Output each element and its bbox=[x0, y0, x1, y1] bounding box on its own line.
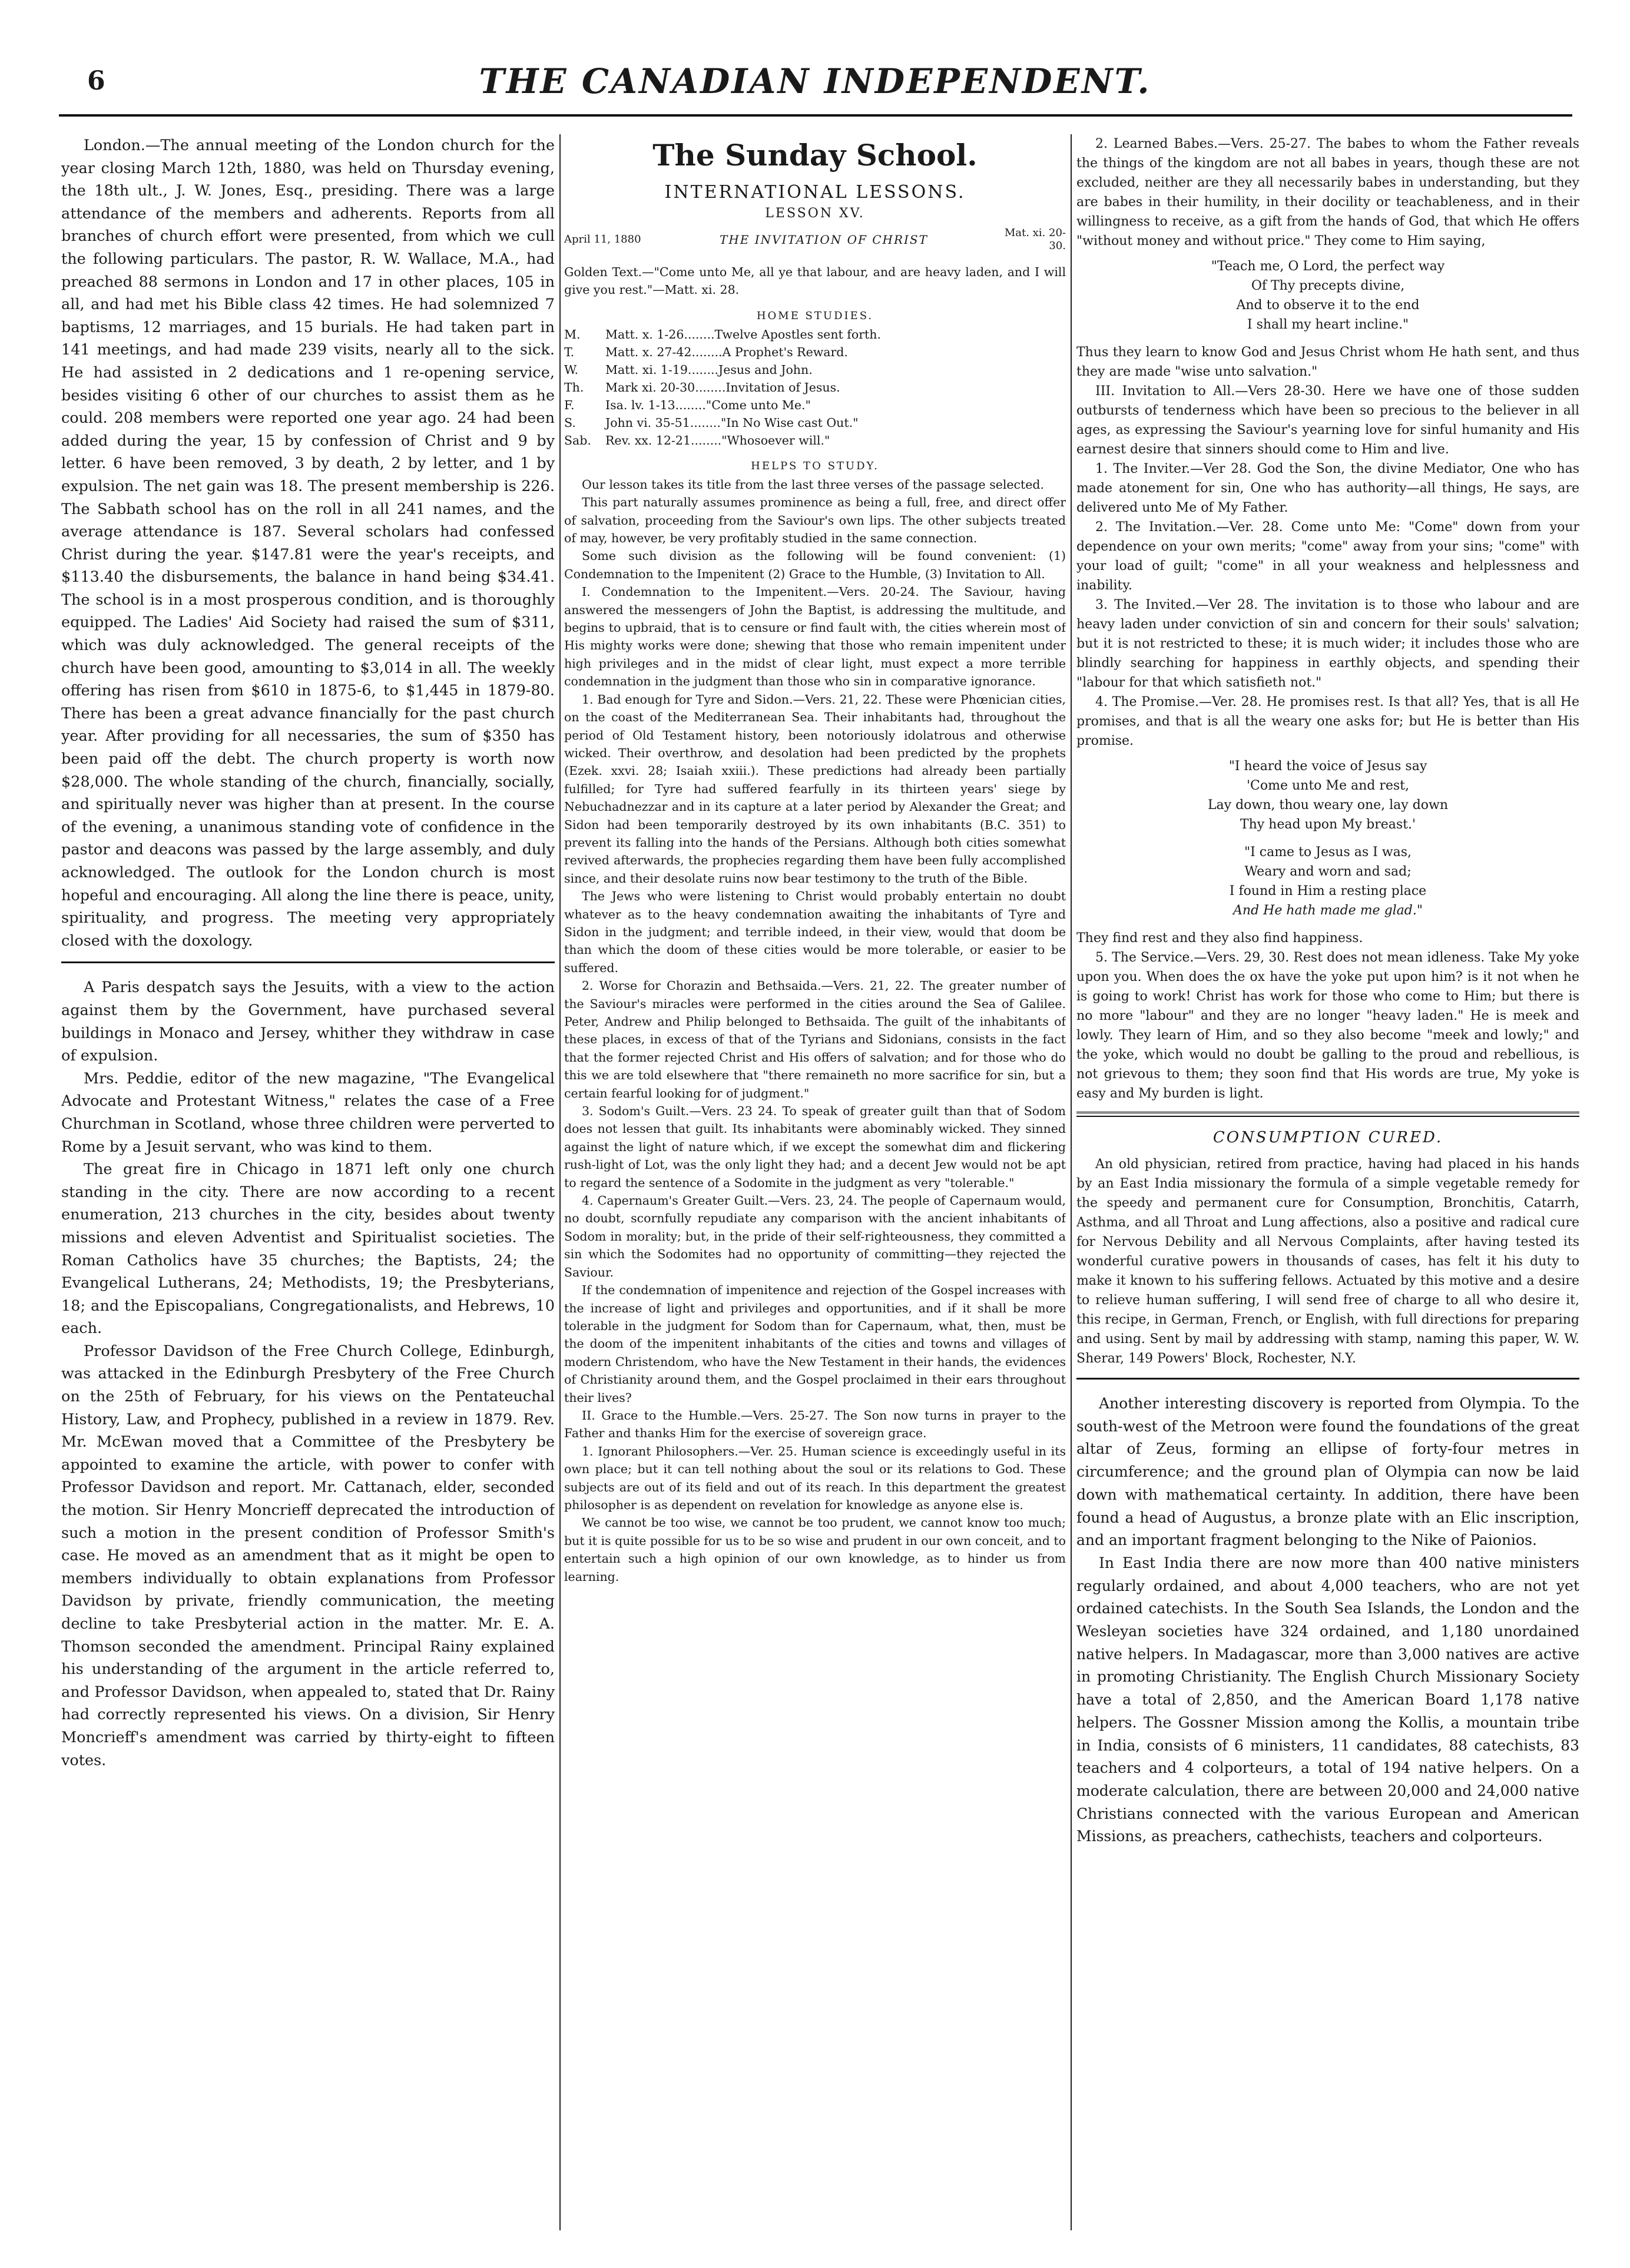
lesson-paragraph: 4. The Promise.—Ver. 28. He promises rest. Is that all? Yes, that is all He promises, and that is all the weary one asks for; but He is better than His promise. bbox=[1076, 695, 1579, 748]
paris-despatch: A Paris despatch says the Jesuits, with a view to the action against them by the Government, have purchased several buildings in Monaco and Jersey, whither they withdraw in case of expulsion. bbox=[61, 979, 555, 1065]
lesson-paragraph: 2. The Invitation.—Ver. 28. Come unto Me: "Come" down from your dependence on your own merits; "come" away from your sins; "come" with your load of guilt; "come" in all your weakness and helplessness and inability. bbox=[1076, 520, 1579, 593]
lesson-paragraph: II. Grace to the Humble.—Vers. 25-27. The Son now turns in prayer to the Father and thanks Him for the exercise of sovereign grace. bbox=[564, 1408, 1066, 1441]
golden-text: Golden Text.—"Come unto Me, all ye that labour, and are heavy laden, and I will give you rest."—Matt. xi. 28. bbox=[564, 265, 1066, 297]
lesson-date: April 11, 1880 bbox=[564, 233, 641, 246]
lesson-paragraph: Some such division as the following will be found convenient: (1) Condemnation to the Impenitent (2) Grace to the Humble, (3) Invitation to All. bbox=[564, 549, 1066, 581]
lesson-title: THE INVITATION OF CHRIST bbox=[720, 233, 928, 247]
lesson-paragraph: Our lesson takes its title from the last three verses of the passage selected. bbox=[582, 477, 1045, 492]
page-number: 6 bbox=[87, 66, 105, 96]
lesson-paragraph: If the condemnation of impenitence and rejection of the Gospel increases with the increase of light and privileges and opportunities, and if it shall be more tolerable in the judgment for Sodom than for Capernaum, what, then, must be the doom of the impenitent inhabitants of the cities and towns and villages of modern Christendom, who have the New Testament in their hands, the evidences of Christianity around them, and the Gospel proclaimed in their ears throughout their lives? bbox=[564, 1283, 1066, 1405]
column-middle bbox=[564, 134, 1066, 2230]
column-left bbox=[61, 134, 555, 2230]
section-rule bbox=[1076, 1378, 1579, 1380]
learned-babes-paragraph: 2. Learned Babes.—Vers. 25-27. The babes to whom the Father reveals the things of the kingdom are not all babes in years, though these are not excluded, neither are they all necessarily babes in understanding, but they are babes in their humility, in their docility or teachableness, and in their willingness to receive, as a gift from the hands of God, that which He offers "without money and without price." They come to Him saying, bbox=[1076, 137, 1579, 248]
column-divider-2 bbox=[1071, 134, 1072, 2230]
consumption-advert: An old physician, retired from practice, having had placed in his hands by an East India missionary the formula of a simple vegetable remedy for the speedy and permanent cure for Consumption, Bronchitis, Catarrh, Asthma, and all Throat and Lung affections, also a positive and radical cure for Nervous Debility and all Nervous Complaints, after having tested its wonderful curative powers in thousands of cases, has felt it his duty to make it known to his suffering fellows. Actuated by this motive and a desire to relieve human suffering, I will send free of charge to all who desire it, this recipe, in German, French, or English, with full directions for preparing and using. Sent by mail by addressing with stamp, naming this paper, W. W. Sherar, 149 Powers' Block, Rochester, N.Y. bbox=[1076, 1157, 1579, 1366]
list-item: F. Isa. lv. 1-13........"Come unto Me." bbox=[564, 397, 811, 412]
lesson-paragraph: 1. The Inviter.—Ver 28. God the Son, the divine Mediator, One who has made atonement for sin, One who has authority—all things, He says, are delivered unto Me of My Father. bbox=[1076, 462, 1579, 515]
lesson-paragraph: 5. The Service.—Vers. 29, 30. Rest does not mean idleness. Take My yoke upon you. When does the ox have the yoke put upon him? is it not when he is going to work! Christ has work for those who come to Him; but there is no more "labour" and they are no longer "heavy laden." He is meek and lowly. They learn of Him, and so they also become "meek and lowly;" and the yoke, which would no doubt be galling to the proud and rebellious, is not grievous to them; they soon find that His words are true, My yoke is easy and My burden is light. bbox=[1076, 950, 1579, 1101]
section-rule bbox=[1076, 1112, 1579, 1117]
international-lessons-heading: INTERNATIONAL LESSONS. bbox=[664, 182, 966, 203]
lesson-paragraph: 3. The Invited.—Ver 28. The invitation is to those who labour and are heavy laden under conviction of sin and concern for their souls' salvation; but it is not restricted to these; it is much wider; it includes those who are blindly searching for happiness in earthly objects, and spending their "labour for that which satisfieth not." bbox=[1076, 598, 1579, 690]
lesson-paragraph: 3. Sodom's Guilt.—Vers. 23 24. To speak of greater guilt than that of Sodom does not lessen that guilt. Its inhabitants were abominably wicked. They sinned against the light of nature which, if we except the somewhat dim and flickering rush-light of Lot, was the only light they had; and a decent Jew would not be apt to regard the sentence of a Sodomite in the judgment as very "tolerable." bbox=[564, 1104, 1066, 1190]
hymn-verse: "I came to Jesus as I was, Weary and worn and sad; I found in Him a resting place And He hath made me glad." bbox=[1229, 845, 1427, 918]
lesson-paragraph: Thus they learn to know God and Jesus Christ whom He hath sent, and thus they are made "wise unto salvation." bbox=[1076, 345, 1579, 379]
london-report: London.—The annual meeting of the London church for the year closing March 12th, 1880, was held on Thursday evening, the 18th ult., J. W. Jones, Esq., presiding. There was a large attendance of the members and adherents. Reports from all branches of church effort were presented, from which we cull the following particulars. The pastor, R. W. Wallace, M.A., had preached 88 sermons in London and 17 in other places, 105 in all, and had met his Bible class 42 times. He had solemnized 7 baptisms, 12 marriages, and 15 burials. He had taken part in 141 meetings, and had made 239 visits, nearly all to the sick. He had assisted in 2 dedications and 1 re-opening service, besides visiting 6 other of our churches to assist them as he could. 208 members were reported one year ago. 24 had been added during the year, 15 by confession of Christ and 9 by letter. 6 have been removed, 3 by death, 2 by letter, and 1 by expulsion. The net gain was 18. The present membership is 226. The Sabbath school has on the roll in all 241 names, and the average attendance is 187. Several scholars had confessed Christ during the year. $147.81 were the year's receipts, and $113.40 the disbursements, the balance in hand being $34.41. The school is in a most prosperous condition, and is thoroughly equipped. The Ladies' Aid Society had raised the sum of $311, which was duly acknowledged. The general receipts of the church have been good, amounting to $3,014 in all. The weekly offering has risen from $610 in 1875-6, to $1,445 in 1879-80. There has been a great advance financially for the past church year. After providing for all necessaries, the sum of $350 has been paid off the debt. The church property is worth now $28,000. The whole standing of the church, financially, socially, and spiritually never was higher than at present. In the course of the evening, a unanimous standing vote of confidence in the pastor and deacons was passed by the large assembly, and duly acknowledged. The outlook for the London church is most hopeful and encouraging. All along the line there is peace, unity, spirituality, and progress. The meeting very appropriately closed with the doxology. bbox=[61, 137, 555, 950]
lesson-reference: Mat. xi. 20-30. bbox=[1004, 227, 1066, 252]
sunday-school-heading: The Sunday School. bbox=[652, 138, 978, 173]
header-rule bbox=[59, 114, 1572, 117]
helps-to-study-heading: HELPS TO STUDY. bbox=[751, 459, 879, 472]
column-divider-1 bbox=[559, 134, 561, 2230]
lesson-paragraph: The Jews who were listening to Christ would probably entertain no doubt whatever as to the heavy condemnation awaiting the inhabitants of Tyre and Sidon in the judgment; and terrible indeed, in their view, would that doom be than which the doom of these cities would be more tolerable, or easier to be suffered. bbox=[564, 889, 1066, 975]
list-item: T. Matt. x. 27-42........A Prophet's Reward. bbox=[564, 344, 848, 359]
masthead-title: THE CANADIAN INDEPENDENT. bbox=[479, 61, 1151, 101]
olympia-item: Another interesting discovery is reported from Olympia. To the south-west of the Metroon were found the foundations of the great altar of Zeus, forming an ellipse of forty-four metres in circumference; and the ground plan of Olympia can now be laid down with mathematical certainty. In addition, there have been found a head of Augustus, a bronze plate with an Elic inscription, and an important fragment belonging to the Nike of Paionios. bbox=[1076, 1395, 1579, 1549]
lesson-paragraph: 2. Worse for Chorazin and Bethsaida.—Vers. 21, 22. The greater number of the Saviour's miracles were performed in the cities around the Sea of Galilee. Peter, Andrew and Philip belonged to Bethsaida. The guilt of the inhabitants of these places, in excess of that of the Tyrians and Sidonians, consists in the fact that the former rejected Christ and His offers of salvation; and for those who do this we are told elsewhere that "there remaineth no more sacrifice for sin, but a certain fearful looking for of judgment." bbox=[564, 979, 1066, 1100]
hymn-verse: "Teach me, O Lord, the perfect way Of Thy precepts divine, And to observe it to the end I shall my heart incline." bbox=[1211, 259, 1445, 332]
lesson-paragraph: This part naturally assumes prominence as being a full, free, and direct offer of salvation, proceeding from the Saviour's own lips. The other subjects treated of may, however, be very profitably studied in the same connection. bbox=[564, 495, 1066, 546]
hymn-verse: "I heard the voice of Jesus say 'Come unto Me and rest, Lay down, thou weary one, lay down Thy head upon My breast.' bbox=[1207, 759, 1449, 832]
list-item: S. John vi. 35-51........"In No Wise cast Out." bbox=[564, 415, 859, 430]
professor-davidson-item: Professor Davidson of the Free Church College, Edinburgh, was attacked in the Edinburgh Presbytery of the Free Church on the 25th of February, for his views on the Pentateuchal History, Law, and Prophecy, published in a review in 1879. Rev. Mr. McEwan moved that a Committee of the Presbytery be appointed to examine the article, with power to confer with Professor Davidson and report. Mr. Cattanach, elder, seconded the motion. Sir Henry Moncrieff deprecated the introduction of such a motion in the present condition of Professor Smith's case. He moved as an amendment that as it might be open to members individually to obtain explanations from Professor Davidson by private, friendly communication, the meeting decline to take Presbyterial action in the matter. Mr. E. A. Thomson seconded the amendment. Principal Rainy explained his understanding of the argument in the article referred to, and Professor Davidson, when appealed to, stated that Dr. Rainy had correctly represented his views. On a division, Sir Henry Moncrieff's amendment was carried by thirty-eight to fifteen votes. bbox=[61, 1342, 555, 1769]
east-india-item: In East India there are now more than 400 native ministers regularly ordained, and about 4,000 teachers, who are not yet ordained catechists. In the South Sea Islands, the London and the Wesleyan societies have 324 ordained, and 1,180 unordained native helpers. In Madagascar, more than 3,000 natives are active in promoting Christianity. The English Church Missionary Society have a total of 2,850, and the American Board 1,178 native helpers. The Gossner Mission among the Kollis, a mountain tribe in India, consists of 6 ministers, 11 candidates, 88 catechists, 83 teachers and 4 colporteurs, a total of 194 native helpers. On a moderate calculation, there are between 20,000 and 24,000 native Christians connected with the various European and American Missions, as preachers, cathechists, teachers and colporteurs. bbox=[1076, 1554, 1579, 1845]
list-item: Sab. Rev. xx. 12-21........"Whosoever will." bbox=[564, 433, 830, 447]
home-studies-heading: HOME STUDIES. bbox=[756, 309, 874, 322]
lesson-paragraph: I. Condemnation to the Impenitent.—Vers. 20-24. The Saviour, having answered the messengers of John the Baptist, is addressing the multitude, and begins to upbraid, that is to censure or find fault with, the cities wherein most of His mighty works were done; shewing that those who remain impenitent under high privileges and in the midst of clear light, must expect a more terrible condemnation in the judgment than those who sin in comparative ignorance. bbox=[564, 585, 1066, 689]
column-right bbox=[1076, 134, 1579, 2230]
chicago-fire-item: The great fire in Chicago in 1871 left only one church standing in the city. There are now according to a recent enumeration, 213 churches in the city, besides about twenty missions and eleven Adventist and Spiritualist societies. The Roman Catholics have 35 churches; the Baptists, 24; the Evangelical Lutherans, 24; Methodists, 19; the Presbyterians, 18; and the Episcopalians, Congregationalists, and Hebrews, 10 each. bbox=[61, 1160, 555, 1338]
lesson-paragraph: They find rest and they also find happiness. bbox=[1076, 931, 1363, 946]
lesson-paragraph: III. Invitation to All.—Vers 28-30. Here we have one of those sudden outbursts of tenderness which have been so precious to the believer in all ages, as expressing the Saviour's yearning love for sinful humanity and His earnest desire that sinners should come to Him and live. bbox=[1076, 384, 1579, 457]
lesson-paragraph: 1. Bad enough for Tyre and Sidon.—Vers. 21, 22. These were Phœnician cities, on the coast of the Mediterranean Sea. Their inhabitants had, throughout the period of Old Testament history, been notoriously idolatrous and otherwise wicked. Their overthrow, and desolation had been predicted by the prophets (Ezek. xxvi. 28; Isaiah xxiii.). These predictions had already been partially fulfilled; for Tyre had suffered fearfully in its thirteen years' siege by Nebuchadnezzar and in its capture at a later period by Alexander the Great; and Sidon had been temporarily destroyed by its own inhabitants (B.C. 351) to prevent its falling into the hands of the Persians. Although both cities somewhat revived afterwards, the prophecies regarding them have been fully accomplished since, and their desolate ruins now bear testimony to the truth of the Bible. bbox=[564, 692, 1066, 886]
lesson-header-row bbox=[564, 227, 1066, 253]
lesson-paragraph: 1. Ignorant Philosophers.—Ver. 25. Human science is exceedingly useful in its own place; but it can tell nothing about the soul or its relations to God. These subjects are out of its field and out of its reach. In this department the greatest philosopher is as dependent on revelation for knowledge as anyone else is. bbox=[564, 1444, 1066, 1512]
home-studies-list bbox=[564, 326, 1066, 449]
list-item: Th. Mark xi. 20-30........Invitation of Jesus. bbox=[564, 380, 840, 394]
lesson-paragraph: 4. Capernaum's Greater Guilt.—Vers. 23, 24. The people of Capernaum would, no doubt, scornfully repudiate any comparison with the ancient inhabitants of Sodom in morality; but, in the pride of their self-righteousness, they committed a sin which the Sodomites had no opportunity of committing—they rejected the Saviour. bbox=[564, 1193, 1066, 1279]
list-item: M. Matt. x. 1-26........Twelve Apostles sent forth. bbox=[564, 327, 881, 341]
section-rule bbox=[61, 961, 555, 963]
lesson-number: LESSON XV. bbox=[765, 206, 865, 221]
mrs-peddie-item: Mrs. Peddie, editor of the new magazine, "The Evangelical Advocate and Protestant Witness," relates the case of a Free Churchman in Scotland, whose three children were perverted to Rome by a Jesuit servant, who was kind to them. bbox=[61, 1069, 555, 1156]
list-item: W. Matt. xi. 1-19........Jesus and John. bbox=[564, 362, 813, 377]
lesson-paragraph: We cannot be too wise, we cannot be too prudent, we cannot know too much; but it is quite possible for us to be so wise and prudent in our own conceit, and to entertain such a high opinion of our own knowledge, as to hinder us from learning. bbox=[564, 1516, 1066, 1584]
consumption-cured-heading: CONSUMPTION CURED. bbox=[1212, 1129, 1443, 1146]
